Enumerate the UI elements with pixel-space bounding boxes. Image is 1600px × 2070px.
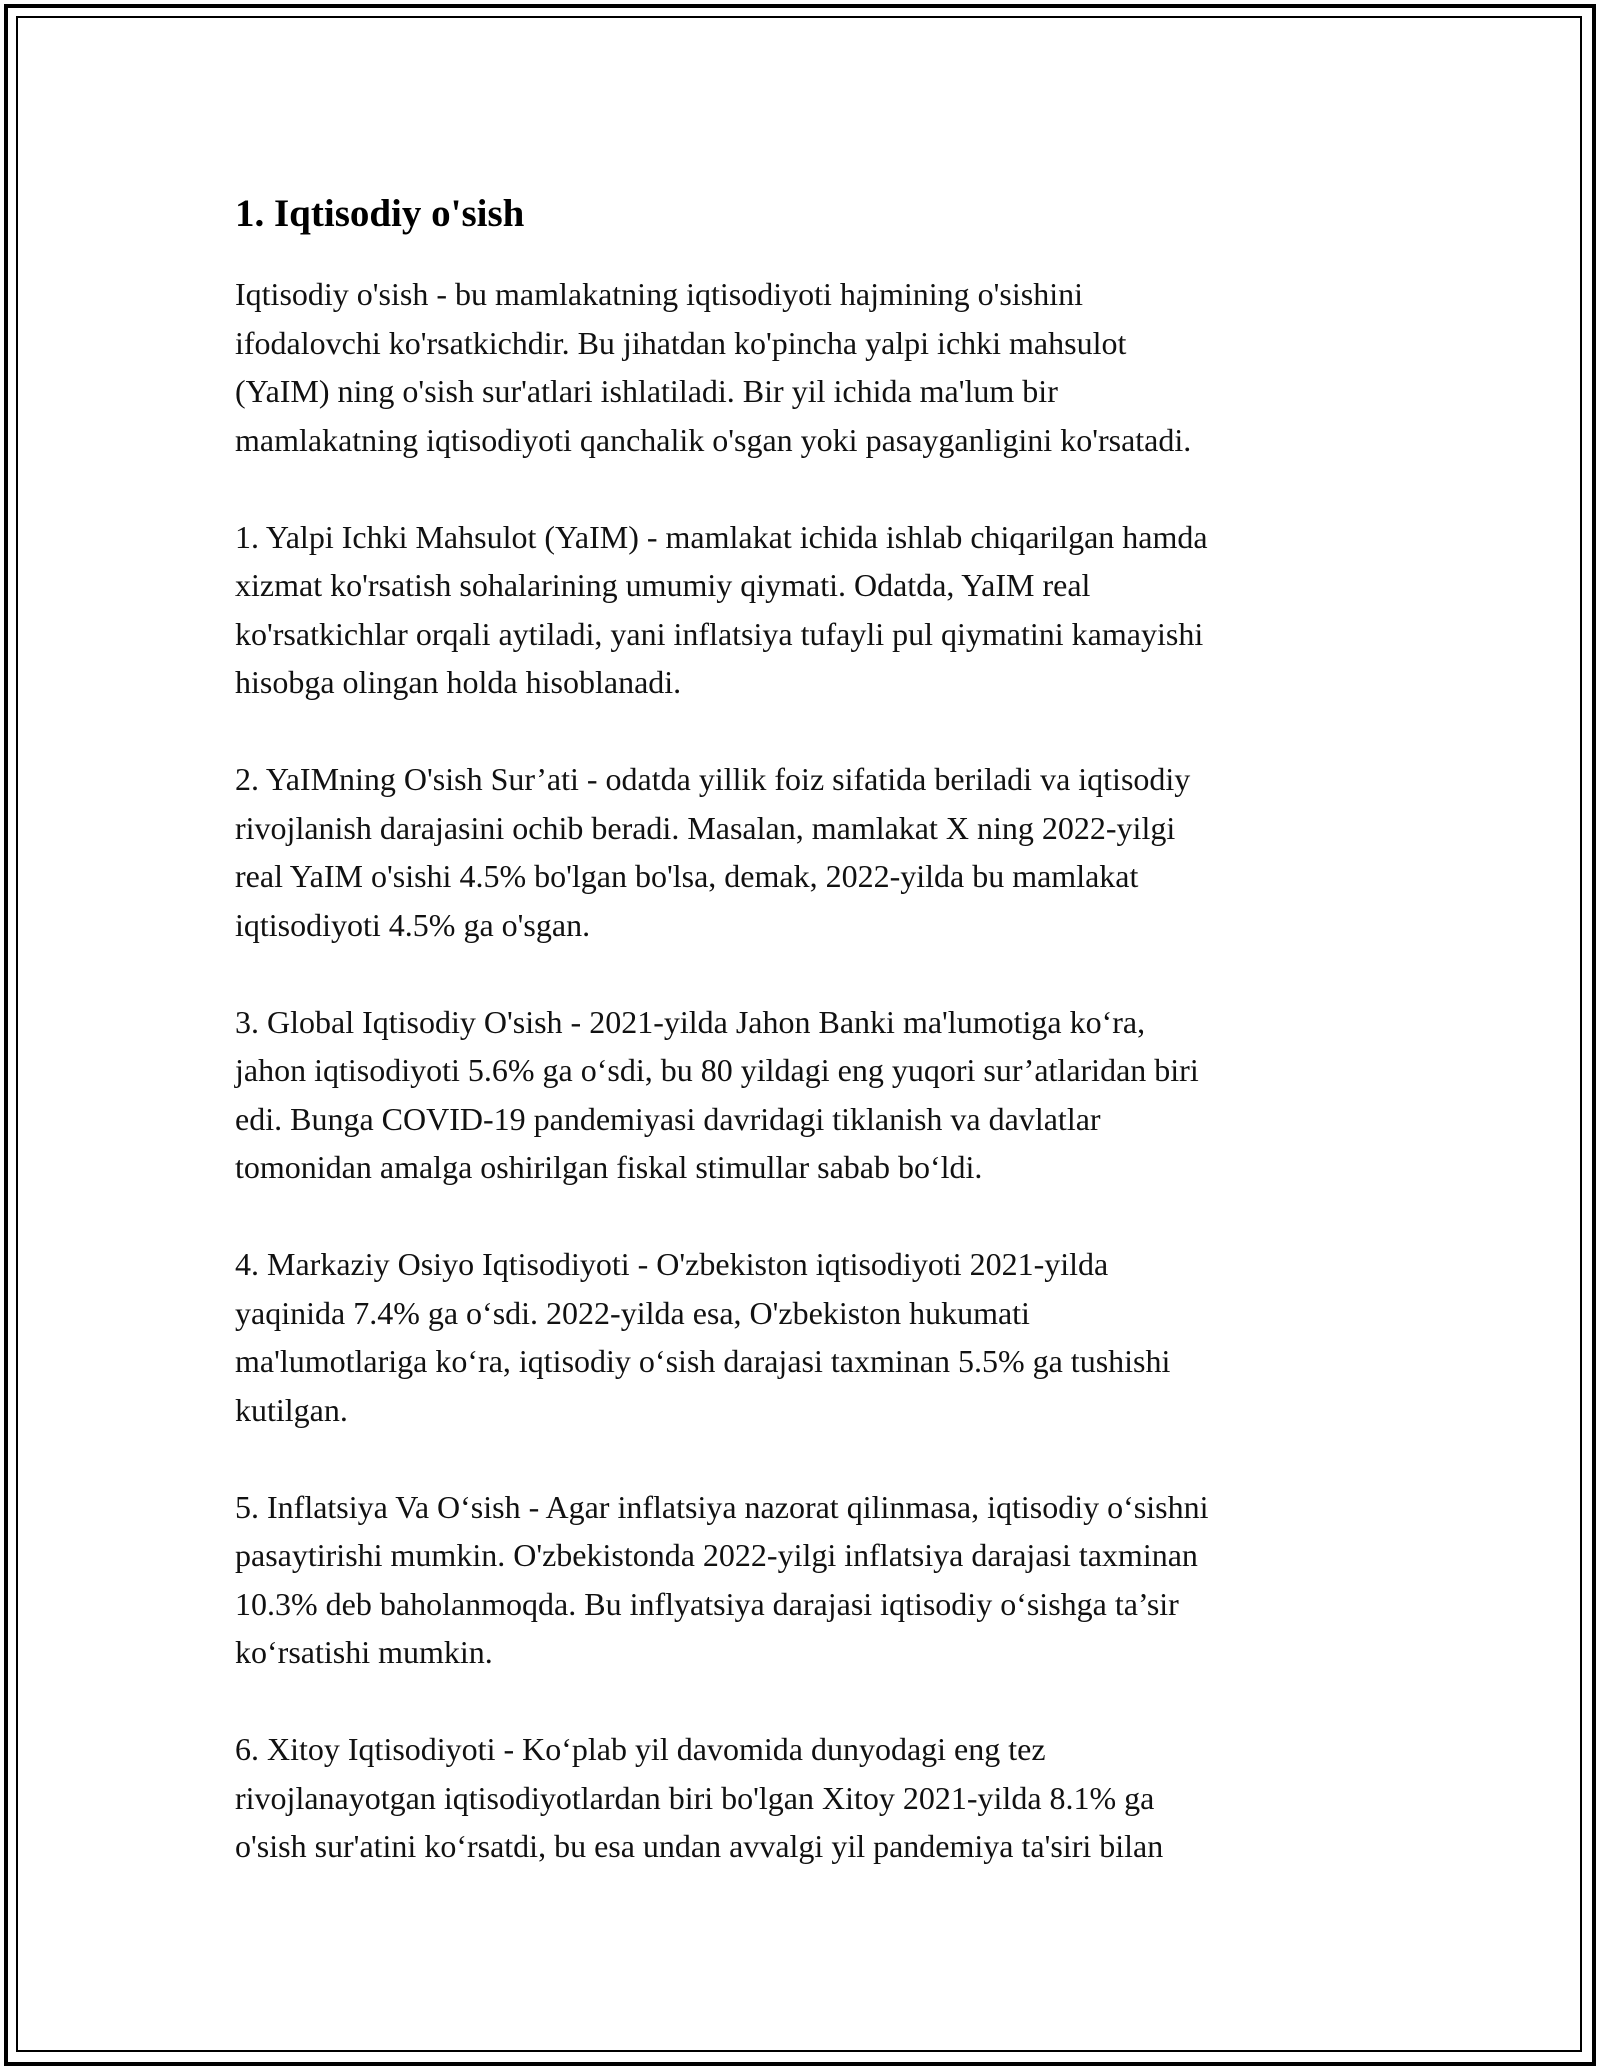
paragraph-china: 6. Xitoy Iqtisodiyoti - Ko‘plab yil davomida dunyodagi eng tez rivojlanayotgan iqtisodiyotlardan biri bo'lgan Xitoy 2021-yilda 8.1% ga o'sish sur'atini ko‘rsatdi, bu esa undan avvalgi yil pandemiya ta'siri bilan xyxy=(235,1731,1164,1864)
paragraph-yaim: 1. Yalpi Ichki Mahsulot (YaIM) - mamlakat ichida ishlab chiqarilgan hamda xizmat ko'rsatish sohalarining umumiy qiymati. Odatda, YaIM real ko'rsatkichlar orqali aytiladi, yani inflatsiya tufayli pul qiymatini kamayishi hisobga olingan holda hisoblanadi. xyxy=(235,518,1208,700)
intro-paragraph: Iqtisodiy o'sish - bu mamlakatning iqtisodiyoti hajmining o'sishini ifodalovchi ko'rsatkichdir. Bu jihatdan ko'pincha yalpi ichki mahsulot (YaIM) ning o'sish sur'atlari ishlatiladi. Bir yil ichida ma'lum bir mamlakatning iqtisodiyoti qanchalik o'sgan yoki pasayganligini ko'rsatadi. xyxy=(235,276,1192,458)
paragraph-global-growth: 3. Global Iqtisodiy O'sish - 2021-yilda Jahon Banki ma'lumotiga ko‘ra, jahon iqtisodiyoti 5.6% ga o‘sdi, bu 80 yildagi eng yuqori sur’atlaridan biri edi. Bunga COVID-19 pandemiyasi davridagi tiklanish va davlatlar tomonidan amalga oshirilgan fiskal stimullar sabab bo‘ldi. xyxy=(235,1003,1199,1185)
document-body xyxy=(235,188,1375,1919)
paragraph-yaim-growth-rate: 2. YaIMning O'sish Sur’ati - odatda yillik foiz sifatida beriladi va iqtisodiy rivojlanish darajasini ochib beradi. Masalan, mamlakat X ning 2022-yilgi real YaIM o'sishi 4.5% bo'lgan bo'lsa, demak, 2022-yilda bu mamlakat iqtisodiyoti 4.5% ga o'sgan. xyxy=(235,761,1191,943)
paragraph-central-asia: 4. Markaziy Osiyo Iqtisodiyoti - O'zbekiston iqtisodiyoti 2021-yilda yaqinida 7.4% ga o‘sdi. 2022-yilda esa, O'zbekiston hukumati ma'lumotlariga ko‘ra, iqtisodiy o‘sish darajasi taxminan 5.5% ga tushishi kutilgan. xyxy=(235,1246,1171,1428)
section-title: 1. Iqtisodiy o'sish xyxy=(235,192,525,235)
paragraph-inflation: 5. Inflatsiya Va O‘sish - Agar inflatsiya nazorat qilinmasa, iqtisodiy o‘sishni pasaytirishi mumkin. O'zbekistonda 2022-yilgi inflatsiya darajasi taxminan 10.3% deb baholanmoqda. Bu inflyatsiya darajasi iqtisodiy o‘sishga ta’sir ko‘rsatishi mumkin. xyxy=(235,1488,1209,1670)
